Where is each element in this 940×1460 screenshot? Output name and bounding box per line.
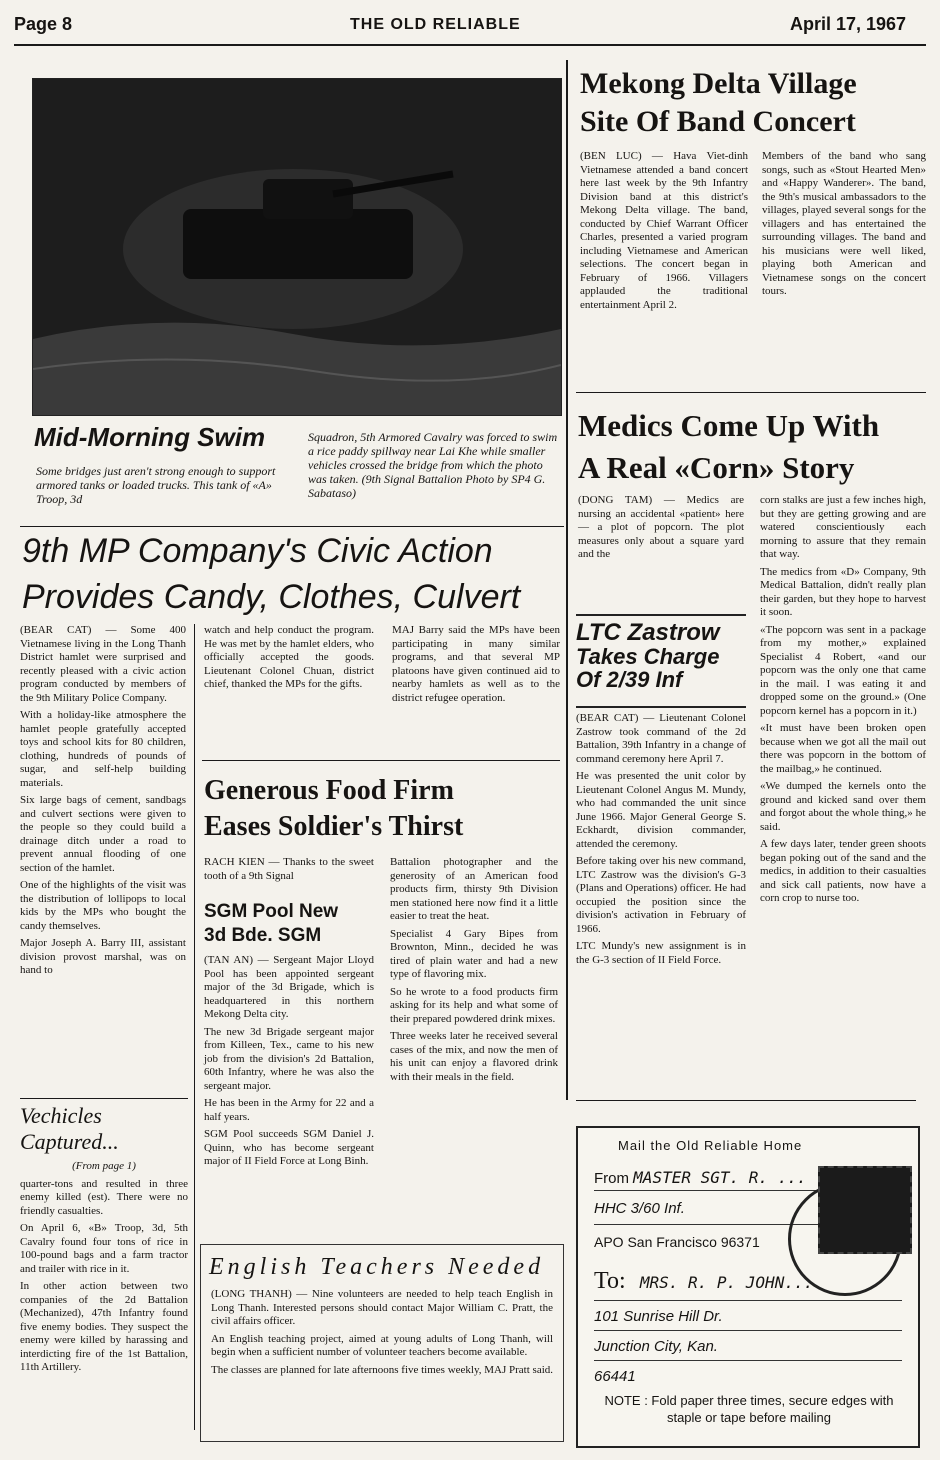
sgm-body bbox=[204, 954, 374, 1173]
vehicles-jump-line: (From page 1) bbox=[72, 1160, 136, 1172]
mp-headline-2: Provides Candy, Clothes, Culvert bbox=[22, 578, 521, 616]
section-rule bbox=[202, 760, 560, 761]
food-column-1: RACH KIEN — Thanks to the sweet tooth of a 9th Signal bbox=[204, 856, 374, 882]
sgm-headline-1: SGM Pool New bbox=[204, 901, 339, 922]
mekong-headline-1: Mekong Delta Village bbox=[580, 67, 857, 100]
mp-paragraph: One of the highlights of the visit was the distribution of lollipops to local kids by the MPs who bought the candy themselves. bbox=[20, 879, 186, 932]
recipient-name[interactable]: MRS. R. P. JOHN... bbox=[639, 1273, 814, 1292]
issue-date: April 17, 1967 bbox=[790, 14, 907, 34]
photo-caption-left: Some bridges just aren't strong enough to support armored tanks or loaded trucks. This tank of «A» Troop, 3d bbox=[36, 464, 276, 506]
mail-form-title: Mail the Old Reliable Home bbox=[618, 1138, 803, 1153]
mp-paragraph: Major Joseph A. Barry III, assistant division provost marshal, was on hand to bbox=[20, 937, 186, 976]
postage-stamp-icon bbox=[818, 1166, 912, 1254]
medics-headline-1: Medics Come Up With bbox=[578, 408, 880, 443]
zastrow-paragraph: Before taking over his new command, LTC Zastrow was the division's G-3 (Plans and Operations) officer. He had occupied the position since the division's activation in February of 1966. bbox=[576, 855, 746, 935]
column-divider bbox=[194, 624, 195, 1430]
to-label: To: bbox=[594, 1268, 626, 1294]
food-paragraph: Battalion photographer and the generosity of an American food products firm, thirsty 9th Division men stationed here now find it a little easier to treat the heat. bbox=[390, 856, 558, 922]
medics-column-1: (DONG TAM) — Medics are nursing an accidental «patient» here — a plot of popcorn. The plot measures only about a square yard and the bbox=[578, 494, 744, 560]
zastrow-paragraph: He was presented the unit color by Lieutenant Colonel Angus M. Mundy, who had commanded the unit since June 1966. Major General George S. Eckhardt, division commander, attended the ceremony. bbox=[576, 770, 746, 850]
mp-paragraph: Six large bags of cement, sandbags and culvert sections were given to the people so they could build a drainage ditch under a road to prevent annual flooding of one section of the hamlet. bbox=[20, 794, 186, 874]
english-paragraph: The classes are planned for late afternoons five times weekly, MAJ Pratt said. bbox=[211, 1363, 554, 1376]
medics-paragraph: The medics from «D» Company, 9th Medical Battalion, didn't really plan their garden, but they hope to harvest it soon. bbox=[760, 565, 926, 618]
sender-name[interactable]: MASTER SGT. R. ... bbox=[633, 1168, 807, 1187]
english-body bbox=[211, 1288, 553, 1377]
food-paragraph: So he wrote to a food products firm asking for its help and what some of their prepared powdered drink mixes. bbox=[390, 985, 558, 1025]
vehicles-body bbox=[20, 1160, 188, 1379]
medics-paragraph: «We dumped the kernels onto the ground and kicked sand over them and forgot about the whole thing,» he said. bbox=[760, 780, 926, 833]
recipient-zip[interactable]: 66441 bbox=[594, 1368, 636, 1385]
medics-headline-2: A Real «Corn» Story bbox=[578, 450, 855, 485]
from-row bbox=[594, 1168, 807, 1187]
page-number: Page 8 bbox=[14, 14, 73, 34]
zastrow-paragraph: (BEAR CAT) — Lieutenant Colonel Zastrow took command of the 2d Battalion, 39th Infantry in a change of command ceremony here April 7. bbox=[576, 712, 746, 765]
medics-paragraph: «The popcorn was sent in a package from my mother,» explained Specialist 4 Robert, «and our popcorn was the only one that came in the mail. I was eating it and dropped some on the ground.» (One popcorn kernel has a popcorn in it.) bbox=[760, 623, 926, 717]
from-label: From bbox=[594, 1170, 629, 1187]
zastrow-paragraph: LTC Mundy's new assignment is in the G-3 section of II Field Force. bbox=[576, 940, 746, 966]
mekong-headline-2: Site Of Band Concert bbox=[580, 105, 856, 138]
column-divider bbox=[566, 60, 568, 1100]
sender-unit[interactable]: HHC 3/60 Inf. bbox=[594, 1200, 685, 1217]
mp-column-1 bbox=[20, 624, 186, 982]
tank-in-water-image bbox=[33, 79, 561, 415]
zastrow-headline-2: Takes Charge bbox=[576, 644, 720, 670]
section-rule bbox=[576, 392, 926, 393]
english-paragraph: An English teaching project, aimed at young adults of Long Thanh, will begin when a sufficient number of volunteer teachers become available. bbox=[211, 1332, 553, 1359]
address-line bbox=[594, 1360, 902, 1361]
vehicles-paragraph: quarter-tons and resulted in three enemy killed (est). There were no friendly casualties. bbox=[20, 1177, 188, 1217]
section-rule bbox=[20, 526, 564, 527]
section-rule bbox=[20, 1098, 188, 1099]
english-headline: English Teachers Needed bbox=[209, 1254, 545, 1280]
zastrow-headline-1: LTC Zastrow bbox=[576, 619, 720, 646]
mekong-column-1: (BEN LUC) — Hava Viet-dinh Vietnamese attended a band concert here last week by the 9th Infantry Division band at this district's Mekong Delta village. The band, conducted by Chief Warrant Officer Charles, presented a varied program including Vietnamese and American selections. The concert began in February of 1966. Villagers applauded the traditional entertainment April 2. bbox=[580, 150, 748, 311]
medics-paragraph: «It must have been broken open because when we got all the mail out there was popcorn in the bottom of the mailbag,» he continued. bbox=[760, 722, 926, 775]
mp-paragraph: With a holiday-like atmosphere the hamlet people gratefully accepted toys and school kits for 80 children, clothing, hundreds of pounds of sugar, and self-help building materials. bbox=[20, 709, 186, 789]
food-column-2 bbox=[390, 856, 558, 1088]
mp-column-3: MAJ Barry said the MPs have been participating in many similar programs, and that several MP platoons have given continued aid to nearby hamlets as well as to the district refugee operation. bbox=[392, 624, 560, 704]
recipient-street[interactable]: 101 Sunrise Hill Dr. bbox=[594, 1308, 723, 1325]
tank-swim-photo bbox=[32, 78, 562, 416]
recipient-city[interactable]: Junction City, Kan. bbox=[594, 1338, 718, 1355]
sgm-paragraph: The new 3d Brigade sergeant major from Killeen, Tex., came to his new job from the division's 2d Battalion, 60th Infantry, where he was also the sergeant major. bbox=[204, 1025, 374, 1092]
english-paragraph: (LONG THANH) — Nine volunteers are needed to help teach English in Long Thanh. Interested persons should contact Major William C. Pratt, the civil affairs officer. bbox=[211, 1288, 553, 1328]
apo-line: APO San Francisco 96371 bbox=[594, 1234, 760, 1250]
mekong-column-2: Members of the band who sang songs, such as «Stout Hearted Men» and «Happy Wanderer». The band, the 9th's musical ambassadors to the villages, played several songs for the villagers and has entertained the surrounding villages. The band and his musicians were well liked, playing both American and Vietnamese songs on the concert tours. bbox=[762, 150, 926, 297]
mp-column-2: watch and help conduct the program. He was met by the hamlet elders, who officially accepted the goods. Lieutenant Colonel Chuan, district chief, thanked the MPs for the gifts. bbox=[204, 624, 374, 690]
sgm-paragraph: He has been in the Army for 22 and a half years. bbox=[204, 1097, 374, 1123]
medics-paragraph: A few days later, tender green shoots began poking out of the sand and the medics, in addition to their casualties and sick call patients, now have a corn crop to nurse too. bbox=[760, 838, 926, 904]
masthead-rule bbox=[14, 44, 926, 46]
food-paragraph: Three weeks later he received several cases of the mix, and now the men of his unit can enjoy a flavored drink with their meals in the field. bbox=[390, 1030, 558, 1083]
food-paragraph: Specialist 4 Gary Bipes from Brownton, Minn., decided he was tired of plain water and had a new type of flavoring mix. bbox=[390, 927, 558, 980]
vehicles-paragraph: On April 6, «B» Troop, 3d, 5th Cavalry found four tons of rice in 100-pound bags and a farm tractor and trailer with rice in it. bbox=[20, 1222, 188, 1275]
zastrow-body bbox=[576, 712, 746, 971]
food-headline-2: Eases Soldier's Thirst bbox=[204, 811, 464, 842]
vehicles-headline-1: Vechicles bbox=[20, 1103, 102, 1128]
medics-paragraph: corn stalks are just a few inches high, but they are getting growing and are watered conscientiously each morning to assure that they remain that way. bbox=[760, 494, 926, 560]
mp-headline-1: 9th MP Company's Civic Action bbox=[22, 532, 493, 570]
english-teachers-box bbox=[200, 1244, 564, 1442]
zastrow-headline-box bbox=[576, 614, 746, 708]
address-line bbox=[594, 1330, 902, 1331]
sgm-paragraph: (TAN AN) — Sergeant Major Lloyd Pool has been appointed sergeant major of the 3d Brigade, which is headquartered in this northern Mekong Delta city. bbox=[204, 954, 374, 1020]
zastrow-headline-3: Of 2/39 Inf bbox=[576, 667, 683, 693]
mp-paragraph: (BEAR CAT) — Some 400 Vietnamese living in the Long Thanh District hamlet were surprised and recently pleased with a civic action program conducted by members of the 9th Military Police Company. bbox=[20, 624, 186, 704]
mailing-note: NOTE : Fold paper three times, secure edges with staple or tape before mailing bbox=[604, 1393, 894, 1425]
address-line bbox=[594, 1300, 902, 1301]
newspaper-name: THE OLD RELIABLE bbox=[350, 16, 521, 33]
vehicles-headline-2: Captured... bbox=[20, 1129, 119, 1154]
sgm-headline-2: 3d Bde. SGM bbox=[204, 925, 322, 946]
photo-headline: Mid-Morning Swim bbox=[34, 422, 266, 452]
vehicles-paragraph: In other action between two companies of the 2d Battalion (Mechanized), 47th Infantry found five enemy bodies. They suspect the enemy were killed by harassing and interdicting fire of the 1st Battalion, 11th Artillery. bbox=[20, 1280, 188, 1373]
medics-column-2 bbox=[760, 494, 926, 910]
sgm-paragraph: SGM Pool succeeds SGM Daniel J. Quinn, who has become sergeant major of II Field Force at Long Binh. bbox=[204, 1128, 374, 1167]
food-headline-1: Generous Food Firm bbox=[204, 775, 454, 806]
photo-caption-right: Squadron, 5th Armored Cavalry was forced to swim a rice paddy spillway near Lai Khe while smaller vehicles crossed the bridge from which the photo was taken. (9th Signal Battalion Photo by SP4 G. Sabataso) bbox=[308, 430, 558, 500]
to-row bbox=[594, 1268, 813, 1295]
section-rule bbox=[576, 1100, 916, 1101]
